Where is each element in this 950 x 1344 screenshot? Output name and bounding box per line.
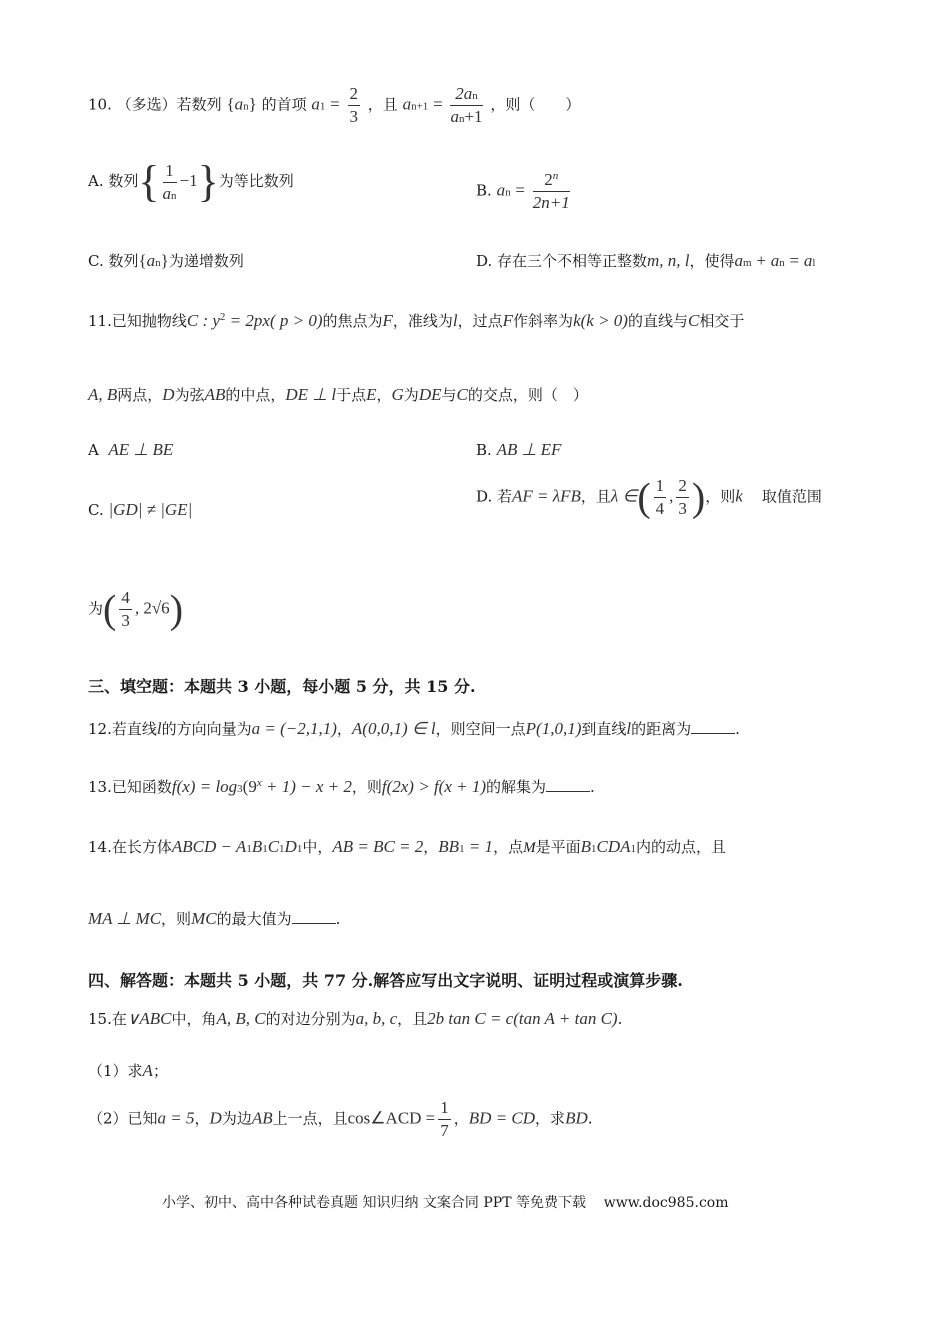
section-3-heading: 三、填空题：本题共 3 小题，每小题 5 分，共 15 分. [88, 677, 476, 696]
q10-option-a: A. 数列{ $\frac{1}{an}$ −1}为等比数列 [88, 157, 294, 206]
q14-line2: MA ⊥ MC，则MC的最大值为 . [88, 909, 341, 928]
q10-stem: 10. （多选）若数列 {an} 的首项 a1 = $\frac{2}{3}$ ，且 an+1 = $\frac{2an}{an+1}$ ，则（ ） [88, 84, 581, 126]
footer-text: 小学、初中、高中各种试卷真题 知识归纳 文案合同 PPT 等免费下载 [162, 1195, 586, 1211]
q11-option-c: C. |GD| ≠ |GE| [88, 500, 193, 519]
footer-url[interactable]: www.doc985.com [603, 1195, 729, 1211]
q14-answer-blank[interactable] [292, 909, 336, 924]
q10-option-b: B. an = $\frac{2^n}{2n+1}$ [476, 170, 570, 212]
section-4-heading: 四、解答题：本题共 5 小题，共 77 分.解答应写出文字说明、证明过程或演算步骤. [88, 971, 683, 990]
q13: 13.已知函数$f(x) = \log 3(9^x + 1) - x + 2$，则f(2x) > f(x + 1)的解集为 . [88, 777, 595, 796]
q11-stem-line2: A, B两点，D为弦AB的中点，DE ⊥ l于点E，G为DE与C的交点，则（ ） [88, 385, 588, 404]
q10-seq: a [234, 94, 244, 114]
q11-option-d-range: 为( $\frac{4}{3}$ , 2√6) [88, 586, 184, 632]
q11-option-a: A AE ⊥ BE [88, 440, 174, 459]
q11-stem-line1: 11.已知抛物线C : $y^2 = 2px$( p > 0)的焦点为F，准线为l，过点F作斜率为k(k > 0)的直线与C相交于 [88, 311, 745, 330]
q15-part1: （1）求A； [88, 1061, 168, 1080]
q11-option-d: D. 若AF = λFB，且λ ∈( $\frac{1}{4}$ , $\frac{2}{3}$ )，则k 取值范围 [476, 474, 822, 520]
q10-prefix: （多选）若数列 [116, 95, 222, 114]
footer [162, 1192, 728, 1212]
q10-option-d: D. 存在三个不相等正整数m, n, l，使得am + an = al [476, 251, 816, 270]
q10-mid1: 的首项 [261, 95, 307, 114]
q10-suffix: ，则（ ） [490, 95, 581, 114]
q12: 12.若直线l的方向向量为a = (−2,1,1)，A(0,0,1) ∈ l，则空间一点P(1,0,1)到直线l的距离为 . [88, 719, 740, 738]
q11-option-b: B. AB ⊥ EF [476, 440, 562, 459]
q15-part2: （2）已知a = 5，D为边AB上一点，且cos∠ACD = $\frac{1}{7}$ ，BD = CD，求BD. [88, 1098, 593, 1140]
q10-a1-fraction: $\frac{2}{3}$ [349, 84, 359, 126]
q13-answer-blank[interactable] [546, 777, 590, 792]
q14-line1: 14.在长方体ABCD − A1B1C1D1中，AB = BC = 2，BB1 = 1，点M是平面B1CDA1内的动点，且 [88, 837, 726, 856]
q12-answer-blank[interactable] [691, 719, 735, 734]
q10-option-c: C. 数列{an}为递增数列 [88, 251, 244, 270]
q10-number: 10. [88, 95, 112, 114]
q10-recurrence-fraction: $\frac{2an}{an+1}$ [450, 84, 483, 126]
q15-stem: 15.在∨ABC中，角A, B, C的对边分别为a, b, c，且2b tan C = c(tan A + tan C). [88, 1009, 623, 1028]
